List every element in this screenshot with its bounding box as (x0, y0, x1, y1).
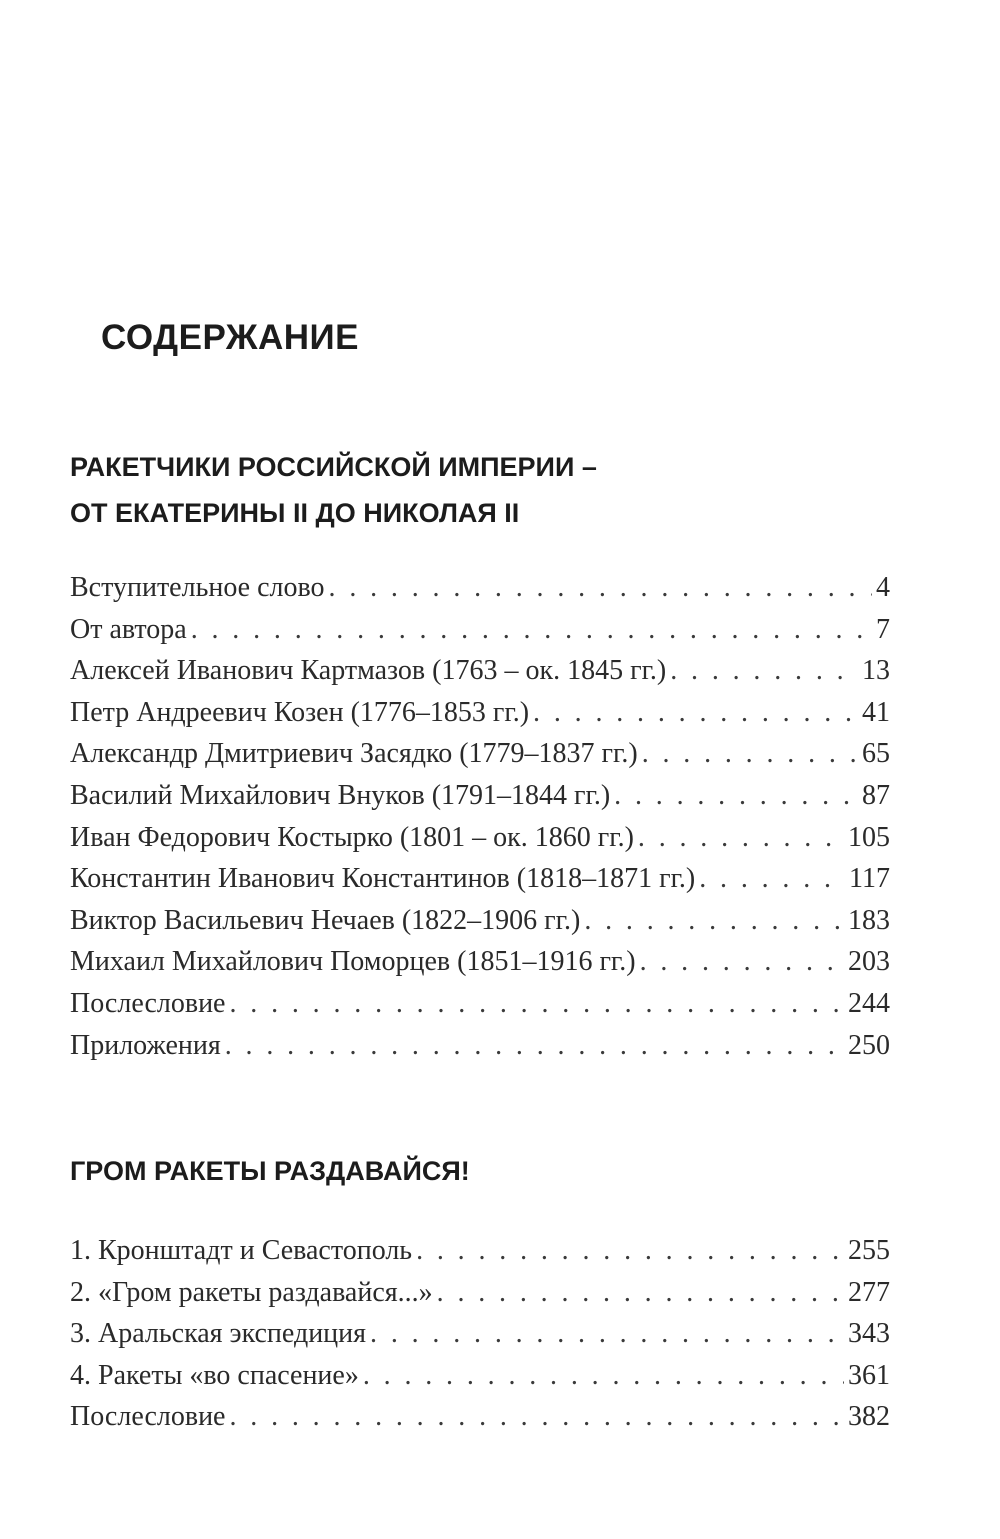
toc-dot-leader (614, 780, 858, 812)
toc-entry-title: 4. Ракеты «во спасение» (70, 1359, 359, 1391)
page-title: СОДЕРЖАНИЕ (101, 318, 360, 357)
toc-entry-title: Михаил Михайлович Поморцев (1851–1916 гг.) (70, 946, 636, 978)
toc-page-number: 183 (848, 904, 890, 936)
toc-entry[interactable] (70, 822, 890, 864)
toc-dot-leader (191, 614, 872, 646)
toc-dot-leader (229, 988, 844, 1020)
toc-page-number: 65 (862, 738, 890, 770)
section-heading-1-line-2: ОТ ЕКАТЕРИНЫ II ДО НИКОЛАЯ II (70, 498, 520, 528)
toc-page-number: 41 (862, 696, 890, 728)
toc-dot-leader (533, 697, 858, 729)
toc-entry-title: 2. «Гром ракеты раздавайся...» (70, 1276, 433, 1308)
toc-entry[interactable] (70, 614, 890, 656)
toc-entry[interactable] (70, 1401, 890, 1443)
section-heading-2 (70, 1148, 470, 1194)
toc-list-section-2 (70, 1235, 890, 1443)
toc-entry-title: Алексей Иванович Картмазов (1763 – ок. 1845 гг.) (70, 655, 667, 687)
toc-page-number: 343 (848, 1318, 890, 1350)
toc-page-number: 382 (848, 1401, 890, 1433)
section-heading-1 (70, 444, 597, 536)
toc-entry[interactable] (70, 863, 890, 905)
toc-page-number: 361 (848, 1359, 890, 1391)
toc-entry-title: Александр Дмитриевич Засядко (1779–1837 гг.) (70, 738, 638, 770)
toc-entry-title: Приложения (70, 1029, 221, 1061)
toc-entry-title: Виктор Васильевич Нечаев (1822–1906 гг.) (70, 904, 581, 936)
toc-entry[interactable] (70, 655, 890, 697)
toc-entry-title: Иван Федорович Костырко (1801 – ок. 1860 гг.) (70, 821, 634, 853)
toc-entry[interactable] (70, 946, 890, 988)
toc-list-section-1 (70, 572, 890, 1071)
toc-page-number: 87 (862, 779, 890, 811)
toc-entry[interactable] (70, 905, 890, 947)
toc-entry[interactable] (70, 1360, 890, 1402)
toc-entry[interactable] (70, 1030, 890, 1072)
toc-entry[interactable] (70, 572, 890, 614)
toc-page-number: 105 (848, 821, 890, 853)
toc-dot-leader (638, 822, 844, 854)
toc-dot-leader (584, 905, 844, 937)
toc-page-number: 4 (876, 572, 890, 603)
toc-page-number: 244 (848, 987, 890, 1019)
toc-dot-leader (225, 1030, 844, 1062)
toc-entry-title: Послесловие (70, 1401, 226, 1433)
toc-entry[interactable] (70, 697, 890, 739)
toc-entry[interactable] (70, 738, 890, 780)
toc-page-number: 255 (848, 1235, 890, 1266)
toc-dot-leader (370, 1318, 844, 1350)
toc-page-number: 7 (876, 613, 890, 645)
toc-entry[interactable] (70, 1318, 890, 1360)
toc-entry[interactable] (70, 988, 890, 1030)
toc-dot-leader (363, 1360, 844, 1392)
toc-dot-leader (416, 1235, 844, 1267)
toc-entry-title: Василий Михайлович Внуков (1791–1844 гг.) (70, 779, 611, 811)
toc-entry-title: 1. Кронштадт и Севастополь (70, 1235, 413, 1266)
section-heading-1-line-1: РАКЕТЧИКИ РОССИЙСКОЙ ИМПЕРИИ – (70, 452, 597, 482)
toc-page-number: 250 (848, 1029, 890, 1061)
toc-dot-leader (699, 863, 845, 895)
toc-dot-leader (229, 1401, 844, 1433)
toc-page-number: 117 (849, 863, 890, 895)
toc-entry-title: Константин Иванович Константинов (1818–1871 гг.) (70, 863, 696, 895)
toc-entry[interactable] (70, 1235, 890, 1277)
section-heading-2-line-1: ГРОМ РАКЕТЫ РАЗДАВАЙСЯ! (70, 1156, 470, 1186)
toc-entry-title: Петр Андреевич Козен (1776–1853 гг.) (70, 696, 530, 728)
toc-dot-leader (670, 655, 858, 687)
toc-dot-leader (640, 946, 844, 978)
toc-entry[interactable] (70, 780, 890, 822)
toc-dot-leader (642, 738, 858, 770)
toc-page-number: 13 (862, 655, 890, 687)
toc-entry-title: 3. Аральская экспедиция (70, 1318, 367, 1350)
toc-dot-leader (437, 1277, 844, 1309)
toc-entry-title: Послесловие (70, 987, 226, 1019)
toc-entry-title: От автора (70, 613, 187, 645)
toc-page-number: 277 (848, 1276, 890, 1308)
toc-entry[interactable] (70, 1277, 890, 1319)
toc-page-number: 203 (848, 946, 890, 978)
toc-dot-leader (329, 572, 872, 604)
toc-entry-title: Вступительное слово (70, 572, 325, 603)
